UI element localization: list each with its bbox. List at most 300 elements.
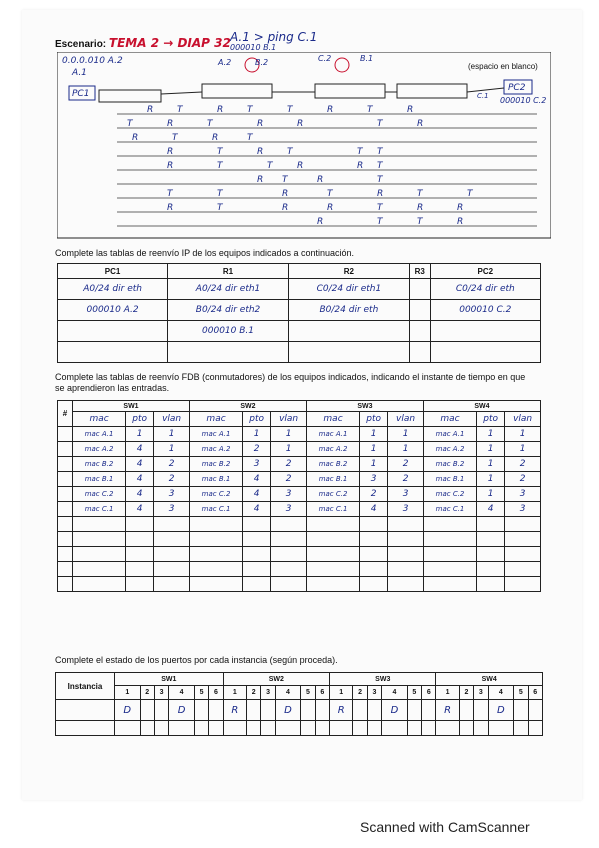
fdb-cell: 4: [243, 502, 271, 517]
fdb-sub-vlan: vlan: [505, 412, 541, 427]
fdb-sub-mac: mac: [189, 412, 242, 427]
scenario-header: [55, 36, 231, 50]
port-number: 3: [474, 686, 488, 700]
port-number: 1: [330, 686, 353, 700]
fdb-row: [58, 427, 541, 442]
port-state-cell: [194, 721, 208, 736]
svg-text:R: R: [167, 147, 174, 157]
fdb-cell: 1: [126, 427, 154, 442]
port-state-cell: [115, 721, 141, 736]
fdb-cell: 1: [388, 442, 424, 457]
scenario-label: Escenario:: [55, 39, 107, 50]
fdb-cell: 2: [388, 457, 424, 472]
fwd-head-r2: R2: [288, 264, 409, 279]
fdb-cell: [189, 577, 242, 592]
port-state-cell: D: [169, 700, 195, 721]
fdb-cell: mac C.1: [306, 502, 359, 517]
svg-text:T: T: [247, 105, 253, 115]
port-number: 4: [382, 686, 408, 700]
ports-caption: Complete el estado de los puertos por cada instancia (según proceda).: [55, 655, 338, 665]
fdb-cell: mac A.2: [73, 442, 126, 457]
fdb-cell: [360, 562, 388, 577]
port-state-cell: R: [223, 700, 246, 721]
svg-text:T: T: [282, 175, 288, 185]
port-state-cell: [474, 721, 488, 736]
fdb-cell: mac B.2: [306, 457, 359, 472]
fwd-cell: [58, 342, 168, 363]
port-number: 6: [528, 686, 543, 700]
svg-text:T: T: [377, 147, 383, 157]
svg-text:R: R: [282, 203, 289, 213]
fdb-cell: [271, 562, 307, 577]
r2-circle: [335, 58, 349, 72]
fdb-cell: 3: [360, 472, 388, 487]
port-state-cell: [246, 721, 260, 736]
svg-text:T: T: [217, 147, 223, 157]
fdb-hash: #: [58, 401, 73, 427]
fdb-cell: 3: [154, 502, 190, 517]
label-a2: A.2: [218, 58, 232, 67]
port-state-cell: [353, 700, 367, 721]
fdb-cell: 3: [154, 487, 190, 502]
port-number: 3: [154, 686, 168, 700]
fdb-cell: 1: [154, 427, 190, 442]
port-state-cell: [459, 721, 473, 736]
fdb-cell: mac C.2: [423, 487, 476, 502]
svg-text:T: T: [217, 203, 223, 213]
fwd-head-r3: R3: [409, 264, 430, 279]
svg-text:R: R: [417, 119, 424, 129]
fdb-cell: [189, 562, 242, 577]
fdb-cell: [388, 547, 424, 562]
fdb-caption: Complete las tablas de reenvío FDB (conmutadores) de los equipos indicados, indicando el instante de tiempo en que se aprendieron las entradas.: [55, 372, 526, 393]
svg-text:R: R: [417, 203, 424, 213]
fdb-cell: [477, 517, 505, 532]
fdb-sub-vlan: vlan: [154, 412, 190, 427]
port-state-cell: [301, 700, 315, 721]
fdb-cell: [306, 562, 359, 577]
fdb-cell: 1: [154, 442, 190, 457]
port-number: 4: [275, 686, 301, 700]
fwd-cell: C0/24 dir eth: [430, 279, 540, 300]
svg-text:R: R: [297, 119, 304, 129]
port-state-cell: D: [382, 700, 408, 721]
scenario-title: TEMA 2 → DIAP 32: [108, 36, 231, 50]
port-state-cell: [223, 721, 246, 736]
fwd-cell: 000010 C.2: [430, 300, 540, 321]
fwd-cell: [409, 321, 430, 342]
fdb-cell: [154, 562, 190, 577]
fdb-cell: [243, 547, 271, 562]
fwd-cell: A0/24 dir eth: [58, 279, 168, 300]
fdb-cell: 1: [360, 457, 388, 472]
label-c1: C.1: [477, 92, 489, 100]
fdb-table: [57, 400, 541, 592]
port-number: 2: [353, 686, 367, 700]
fdb-cell: 1: [477, 487, 505, 502]
fdb-body: [58, 427, 541, 592]
ports-row: [56, 721, 543, 736]
fdb-cell: [73, 517, 126, 532]
fdb-row-index: [58, 502, 73, 517]
fdb-cell: [306, 547, 359, 562]
fdb-row-index: [58, 427, 73, 442]
svg-text:R: R: [167, 161, 174, 171]
fdb-cell: [126, 577, 154, 592]
port-state-cell: [514, 700, 528, 721]
fdb-cell: [388, 577, 424, 592]
fwd-cell: [288, 342, 409, 363]
port-state-cell: D: [115, 700, 141, 721]
fdb-row: [58, 502, 541, 517]
fdb-cell: [423, 562, 476, 577]
port-number: 5: [514, 686, 528, 700]
port-number: 5: [407, 686, 421, 700]
svg-text:T: T: [177, 105, 183, 115]
fdb-cell: [73, 532, 126, 547]
fdb-cell: mac B.2: [423, 457, 476, 472]
port-state-cell: [330, 721, 353, 736]
svg-text:T: T: [207, 119, 213, 129]
fdb-cell: [126, 532, 154, 547]
fdb-sub-pto: pto: [243, 412, 271, 427]
fdb-cell: [306, 517, 359, 532]
fdb-cell: [154, 577, 190, 592]
fdb-cell: mac C.1: [73, 502, 126, 517]
fdb-cell: mac A.1: [423, 427, 476, 442]
fdb-row-index: [58, 517, 73, 532]
fwd-cell: [168, 342, 289, 363]
port-state-cell: [474, 700, 488, 721]
fdb-cell: [126, 562, 154, 577]
fwd-cell: [58, 321, 168, 342]
fdb-cell: 4: [126, 502, 154, 517]
svg-text:T: T: [217, 189, 223, 199]
ping-note: A.1 > ping C.1: [230, 30, 318, 44]
svg-text:R: R: [147, 105, 154, 115]
port-state-cell: R: [436, 700, 459, 721]
port-number: 5: [301, 686, 315, 700]
svg-text:T: T: [377, 175, 383, 185]
fdb-cell: [477, 547, 505, 562]
fdb-cell: 4: [126, 472, 154, 487]
fdb-cell: mac A.1: [189, 427, 242, 442]
fdb-cell: [388, 517, 424, 532]
port-number: 6: [315, 686, 329, 700]
fdb-cell: [505, 562, 541, 577]
fdb-head-sw3: SW3: [306, 401, 423, 412]
port-state-cell: [367, 700, 381, 721]
port-number: 3: [261, 686, 275, 700]
port-state-cell: [140, 700, 154, 721]
camscanner-footer: Scanned with CamScanner: [360, 819, 530, 835]
fdb-sub-pto: pto: [360, 412, 388, 427]
fdb-cell: [243, 532, 271, 547]
fdb-cell: 1: [477, 457, 505, 472]
port-state-cell: [514, 721, 528, 736]
fdb-cell: [154, 547, 190, 562]
fdb-cell: 3: [271, 502, 307, 517]
port-state-cell: [422, 700, 436, 721]
port-number: 2: [246, 686, 260, 700]
fdb-cell: [423, 532, 476, 547]
svg-text:T: T: [287, 147, 293, 157]
fdb-row-index: [58, 472, 73, 487]
port-state-cell: R: [330, 700, 353, 721]
port-state-cell: [209, 721, 223, 736]
fdb-sub-vlan: vlan: [271, 412, 307, 427]
fdb-cell: [388, 532, 424, 547]
fdb-cell: 1: [505, 427, 541, 442]
ports-row: [56, 700, 543, 721]
fdb-row-index: [58, 442, 73, 457]
fdb-cell: 2: [154, 457, 190, 472]
svg-text:R: R: [327, 105, 334, 115]
fwd-cell: [430, 342, 540, 363]
fdb-cell: [477, 532, 505, 547]
svg-text:R: R: [217, 105, 224, 115]
fdb-row: [58, 562, 541, 577]
svg-text:R: R: [257, 119, 264, 129]
svg-text:T: T: [377, 203, 383, 213]
svg-text:R: R: [317, 175, 324, 185]
fdb-cell: mac C.2: [306, 487, 359, 502]
fdb-cell: [243, 517, 271, 532]
fdb-cell: [126, 517, 154, 532]
fdb-sub-mac: mac: [73, 412, 126, 427]
port-state-cell: [301, 721, 315, 736]
fdb-cell: 2: [271, 457, 307, 472]
fdb-cell: mac B.2: [189, 457, 242, 472]
fdb-cell: 1: [477, 472, 505, 487]
fdb-cell: 1: [360, 442, 388, 457]
fdb-cell: 4: [126, 442, 154, 457]
fdb-cell: 1: [388, 427, 424, 442]
svg-text:T: T: [377, 161, 383, 171]
ports-head-sw1: SW1: [115, 673, 224, 686]
fdb-cell: 4: [243, 472, 271, 487]
fdb-cell: 4: [126, 487, 154, 502]
port-state-cell: [246, 700, 260, 721]
fdb-row: [58, 487, 541, 502]
fdb-cell: [388, 562, 424, 577]
fdb-cell: [423, 547, 476, 562]
port-state-cell: [154, 721, 168, 736]
fdb-cell: 1: [271, 442, 307, 457]
svg-text:R: R: [377, 189, 384, 199]
port-state-cell: [367, 721, 381, 736]
svg-text:R: R: [457, 203, 464, 213]
port-state-cell: [436, 721, 459, 736]
fdb-sub-mac: mac: [306, 412, 359, 427]
port-state-cell: [194, 700, 208, 721]
fdb-cell: [189, 547, 242, 562]
fwd-cell: [409, 342, 430, 363]
fdb-cell: [243, 562, 271, 577]
fwd-cell: B0/24 dir eth: [288, 300, 409, 321]
fwd-head-pc1: PC1: [58, 264, 168, 279]
fdb-row: [58, 577, 541, 592]
label-b2: B.2: [255, 58, 269, 67]
fdb-cell: [477, 562, 505, 577]
port-state-cell: [169, 721, 195, 736]
fdb-cell: [189, 532, 242, 547]
fwd-cell: [288, 321, 409, 342]
fdb-cell: [154, 517, 190, 532]
port-number: 1: [115, 686, 141, 700]
fwd-cell: [409, 300, 430, 321]
svg-text:T: T: [217, 161, 223, 171]
ports-instancia: Instancia: [56, 673, 115, 700]
fdb-cell: 1: [477, 442, 505, 457]
port-number: 6: [209, 686, 223, 700]
fdb-cell: mac B.2: [73, 457, 126, 472]
svg-text:R: R: [257, 147, 264, 157]
fwd-head-r1: R1: [168, 264, 289, 279]
fdb-cell: 1: [360, 427, 388, 442]
port-state-cell: [382, 721, 408, 736]
fdb-row-index: [58, 577, 73, 592]
svg-text:R: R: [317, 217, 324, 227]
svg-text:T: T: [357, 147, 363, 157]
port-state-cell: [353, 721, 367, 736]
fdb-cell: mac C.2: [73, 487, 126, 502]
fdb-cell: [271, 517, 307, 532]
fwd-cell: 000010 A.2: [58, 300, 168, 321]
fdb-cell: [360, 532, 388, 547]
fdb-cell: mac C.2: [189, 487, 242, 502]
fdb-row-index: [58, 547, 73, 562]
fdb-cell: [360, 547, 388, 562]
fdb-row-index: [58, 487, 73, 502]
fdb-cell: mac A.2: [189, 442, 242, 457]
fdb-sub-mac: mac: [423, 412, 476, 427]
fdb-cell: 4: [243, 487, 271, 502]
port-number: 4: [169, 686, 195, 700]
pc1-label: PC1: [72, 89, 90, 99]
fdb-cell: [505, 517, 541, 532]
svg-text:R: R: [212, 133, 219, 143]
fdb-cell: 2: [154, 472, 190, 487]
fdb-cell: [360, 517, 388, 532]
fdb-cell: 2: [243, 442, 271, 457]
fdb-cell: mac A.1: [73, 427, 126, 442]
fdb-cell: mac C.1: [423, 502, 476, 517]
port-state-cell: [528, 721, 543, 736]
fdb-head-sw4: SW4: [423, 401, 540, 412]
fdb-cell: 4: [477, 502, 505, 517]
fdb-cell: [126, 547, 154, 562]
svg-text:R: R: [167, 119, 174, 129]
sw4-box: [397, 84, 467, 98]
ports-instance-cell: [56, 721, 115, 736]
svg-text:R: R: [407, 105, 414, 115]
fdb-cell: 1: [505, 442, 541, 457]
port-state-cell: [315, 721, 329, 736]
fdb-cell: [505, 547, 541, 562]
fdb-cell: [477, 577, 505, 592]
fdb-sub-pto: pto: [126, 412, 154, 427]
fdb-cell: 1: [243, 427, 271, 442]
fdb-cell: [505, 532, 541, 547]
fdb-cell: mac A.1: [306, 427, 359, 442]
fdb-sub-pto: pto: [477, 412, 505, 427]
fdb-cell: [360, 577, 388, 592]
fdb-cell: mac C.1: [189, 502, 242, 517]
fdb-head-sw1: SW1: [73, 401, 190, 412]
port-state-cell: [422, 721, 436, 736]
port-number: 2: [140, 686, 154, 700]
svg-text:R: R: [327, 203, 334, 213]
label-b1-r1: 000010 B.1: [230, 43, 277, 52]
svg-text:T: T: [377, 119, 383, 129]
svg-text:R: R: [357, 161, 364, 171]
fdb-cell: [271, 547, 307, 562]
svg-text:T: T: [417, 217, 423, 227]
fwd-caption: Complete las tablas de reenvío IP de los equipos indicados a continuación.: [55, 248, 355, 258]
fdb-cell: [154, 532, 190, 547]
fwd-cell: A0/24 dir eth1: [168, 279, 289, 300]
fdb-row-index: [58, 562, 73, 577]
fdb-cell: 4: [360, 502, 388, 517]
port-state-cell: [261, 700, 275, 721]
fdb-cell: [306, 532, 359, 547]
fdb-cell: 1: [271, 427, 307, 442]
fdb-row: [58, 517, 541, 532]
fdb-row-index: [58, 457, 73, 472]
port-state-cell: [209, 700, 223, 721]
port-number: 6: [422, 686, 436, 700]
fdb-cell: [73, 547, 126, 562]
label-b1-r2: B.1: [360, 54, 374, 63]
port-number: 4: [488, 686, 514, 700]
pc2-label: PC2: [508, 83, 526, 93]
fdb-cell: 2: [360, 487, 388, 502]
fdb-cell: mac B.1: [306, 472, 359, 487]
svg-text:R: R: [257, 175, 264, 185]
fdb-cell: [306, 577, 359, 592]
fdb-cell: mac A.2: [306, 442, 359, 457]
svg-text:T: T: [172, 133, 178, 143]
fdb-cell: 2: [388, 472, 424, 487]
label-a2-top: 0.0.0.010 A.2: [62, 56, 123, 66]
ports-head-sw3: SW3: [330, 673, 436, 686]
fdb-cell: 3: [243, 457, 271, 472]
port-state-cell: [488, 721, 514, 736]
port-state-cell: D: [275, 700, 301, 721]
fdb-row: [58, 472, 541, 487]
port-state-cell: [261, 721, 275, 736]
fwd-cell: [430, 321, 540, 342]
sw1-box: [99, 90, 161, 102]
fdb-cell: 3: [505, 487, 541, 502]
port-number: 1: [223, 686, 246, 700]
fwd-cell: 000010 B.1: [168, 321, 289, 342]
fdb-row-index: [58, 532, 73, 547]
svg-text:T: T: [267, 161, 273, 171]
fdb-row: [58, 457, 541, 472]
fdb-cell: 2: [505, 472, 541, 487]
port-state-cell: D: [488, 700, 514, 721]
fdb-cell: [73, 577, 126, 592]
svg-text:R: R: [167, 203, 174, 213]
sw2-box: [202, 84, 272, 98]
svg-text:T: T: [467, 189, 473, 199]
port-state-cell: [140, 721, 154, 736]
fdb-cell: 2: [505, 457, 541, 472]
port-state-cell: [407, 700, 421, 721]
port-number: 3: [367, 686, 381, 700]
